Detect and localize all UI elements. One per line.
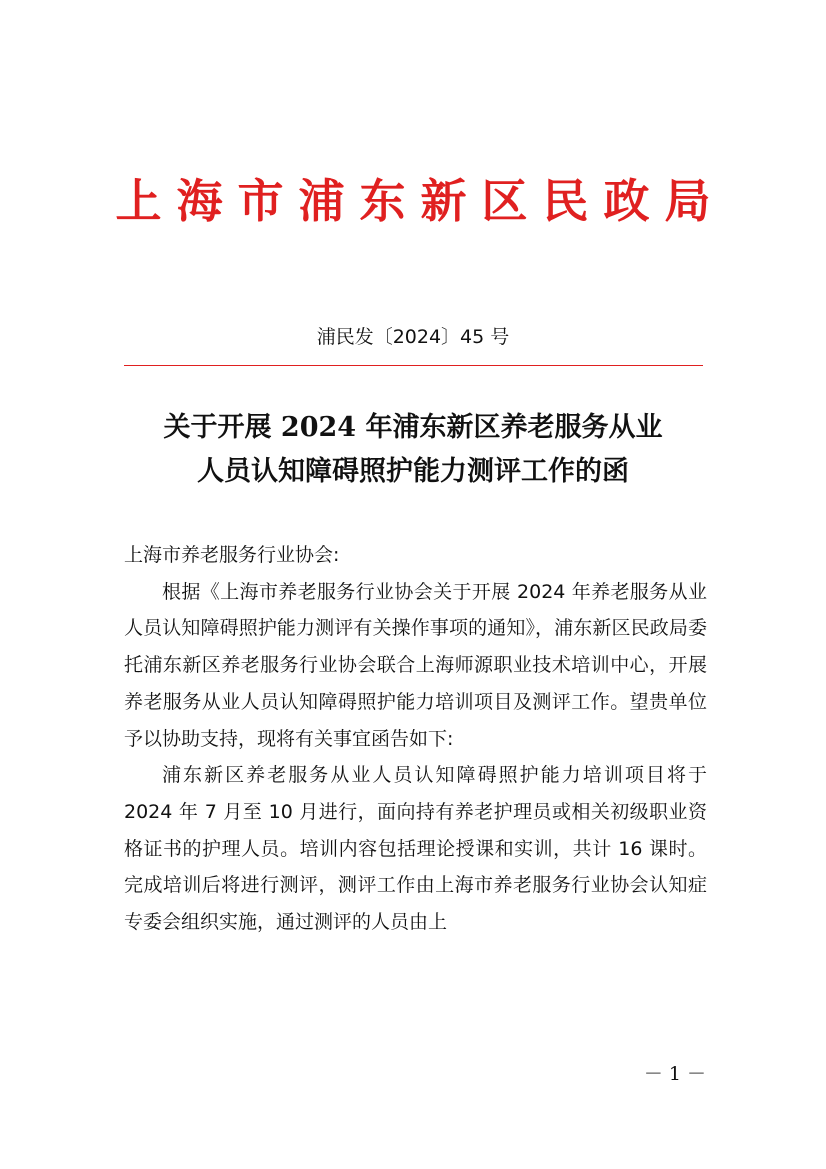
document-title-line-1: 关于开展 2024 年浦东新区养老服务从业 <box>163 412 663 443</box>
page-number: － 1 － <box>643 1063 706 1085</box>
body-paragraph-1: 根据《上海市养老服务行业协会关于开展 2024 年养老服务从业人员认知障碍照护能力测评有关操作事项的通知》，浦东新区民政局委托浦东新区养老服务行业协会联合上海师源职业技术培训中心，开展养老服务从业人员认知障碍照护能力培训项目及测评工作。望贵单位予以协助支持，现将有关事宜函告如下: <box>124 580 707 750</box>
document-title-line-2: 人员认知障碍照护能力测评工作的函 <box>197 456 629 487</box>
document-number: 浦民发〔2024〕45 号 <box>316 326 510 348</box>
document-title <box>90 406 736 494</box>
body-paragraph-2: 浦东新区养老服务从业人员认知障碍照护能力培训项目将于 2024 年 7 月至 10 月进行，面向持有养老护理员或相关初级职业资格证书的护理人员。培训内容包括理论授课和实训，共计 16 课时。完成培训后将进行测评，测评工作由上海市养老服务行业协会认知症专委会组织实施，通过测评的人员由上 <box>124 764 707 934</box>
addressee: 上海市养老服务行业协会: <box>124 544 340 566</box>
letter-body <box>124 537 707 941</box>
agency-name-heading: 上海市浦东新区民政局 <box>115 174 726 228</box>
red-divider-line <box>124 365 703 366</box>
